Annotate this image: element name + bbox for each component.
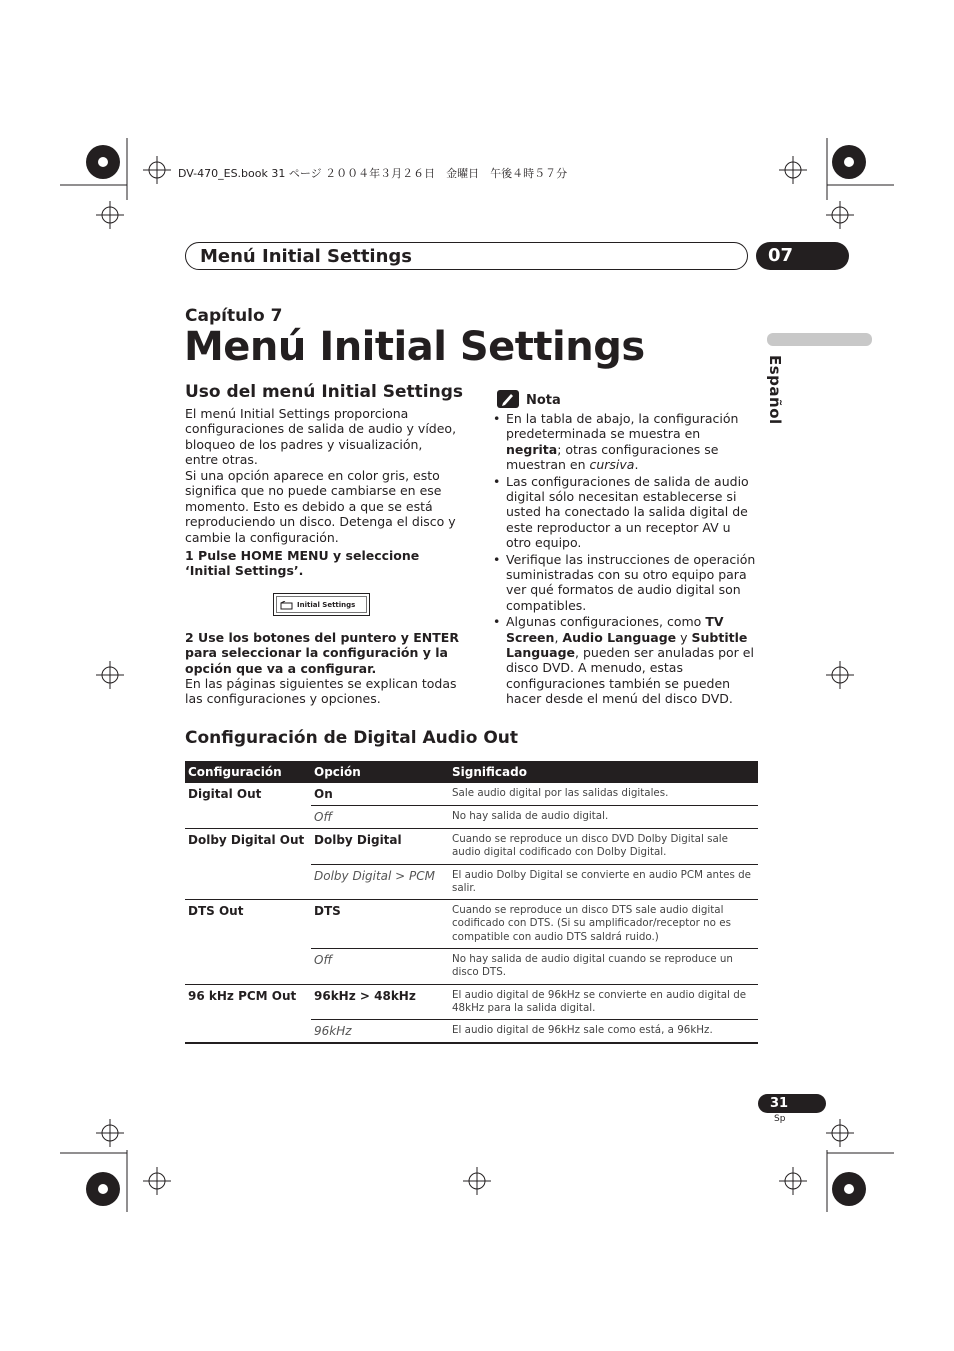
step-1: 1 Pulse HOME MENU y seleccione ‘Initial Settings’. [185, 548, 420, 579]
note-list [493, 411, 759, 708]
note-label: Nota [526, 393, 561, 408]
column-header: Significado [449, 761, 758, 783]
note-item: • Verifique las instrucciones de operación suministradas con su otro equipo para ver qué formatos de audio digital son compatibles. [493, 552, 759, 613]
column-header: Opción [311, 761, 449, 783]
header-title: Menú Initial Settings [200, 246, 413, 267]
table-row: Off No hay salida de audio digital. [185, 806, 758, 829]
table-row: Dolby Digital Out Dolby Digital Cuando se reproduce un disco DVD Dolby Digital sale audio digital codificado con Dolby Digital. [185, 829, 758, 865]
note-item: • Algunas configuraciones, como TV Screen, Audio Language y Subtitle Language, pueden ser anuladas por el disco DVD. A menudo, estas configuraciones también se pueden hacer desde el menú del disco DVD. [493, 614, 759, 706]
table-row: 96 kHz PCM Out 96kHz > 48kHz El audio digital de 96kHz se convierte en audio digital de 48kHz para la salida digital. [185, 984, 758, 1020]
section-heading-uso: Uso del menú Initial Settings [185, 382, 464, 402]
table-row: 96kHz El audio digital de 96kHz sale como está, a 96kHz. [185, 1020, 758, 1044]
digital-audio-out-table [185, 761, 758, 1044]
language-tab-label: Español [766, 355, 784, 425]
note-pencil-icon [497, 390, 519, 408]
page-language-code: Sp [774, 1114, 786, 1124]
initial-settings-menu-item [273, 593, 370, 616]
section-heading-digital-audio-out: Configuración de Digital Audio Out [185, 728, 519, 748]
settings-icon [280, 601, 294, 611]
table-row: Off No hay salida de audio digital cuando se reproduce un disco DTS. [185, 949, 758, 985]
chapter-label: Capítulo 7 [185, 306, 283, 326]
chapter-number-badge [756, 242, 849, 270]
language-tab-bar [767, 333, 872, 346]
page-number: 31 [770, 1096, 789, 1111]
chapter-number: 07 [768, 245, 794, 266]
section1-para3: En las páginas siguientes se explican todas las configuraciones y opciones. [185, 676, 457, 707]
table-row: DTS Out DTS Cuando se reproduce un disco DTS sale audio digital codificado con DTS. (Si su amplificador/receptor no es compatible con audio DTS saldrá ruido.) [185, 900, 758, 949]
table-row: Dolby Digital > PCM El audio Dolby Digital se convierte en audio PCM antes de salir. [185, 864, 758, 900]
page-number-badge [758, 1094, 826, 1113]
column-header: Configuración [185, 761, 311, 783]
header-bar [185, 242, 748, 270]
crosshair-tl2 [96, 201, 124, 229]
step-2: 2 Use los botones del puntero y ENTER para seleccionar la configuración y la opción que va a configurar. [185, 630, 459, 676]
print-header: DV-470_ES.book 31 ページ ２００４年３月２６日 金曜日 午後４時５７分 [178, 167, 568, 180]
table-header-row [185, 761, 758, 783]
section1-para2: Si una opción aparece en color gris, esto significa que no puede cambiarse en ese momento. Esto es debido a que se está reproduciendo un disco. Detenga el disco y cambie la configuración. [185, 468, 456, 545]
section1-para1: El menú Initial Settings proporciona configuraciones de salida de audio y vídeo, bloqueo de los padres y visualización, entre otras. [185, 406, 457, 468]
table-row: Digital Out On Sale audio digital por las salidas digitales. [185, 783, 758, 806]
note-item: • En la tabla de abajo, la configuración predeterminada se muestra en negrita; otras configuraciones se muestran en cursiva. [493, 411, 759, 472]
menu-item-label: Initial Settings [297, 601, 356, 609]
crosshair-tl1 [143, 156, 171, 184]
note-item: • Las configuraciones de salida de audio digital sólo necesitan establecerse si usted ha conectado la salida digital de este reproductor a un receptor AV u otro equipo. [493, 474, 759, 550]
page-title: Menú Initial Settings [184, 324, 645, 370]
